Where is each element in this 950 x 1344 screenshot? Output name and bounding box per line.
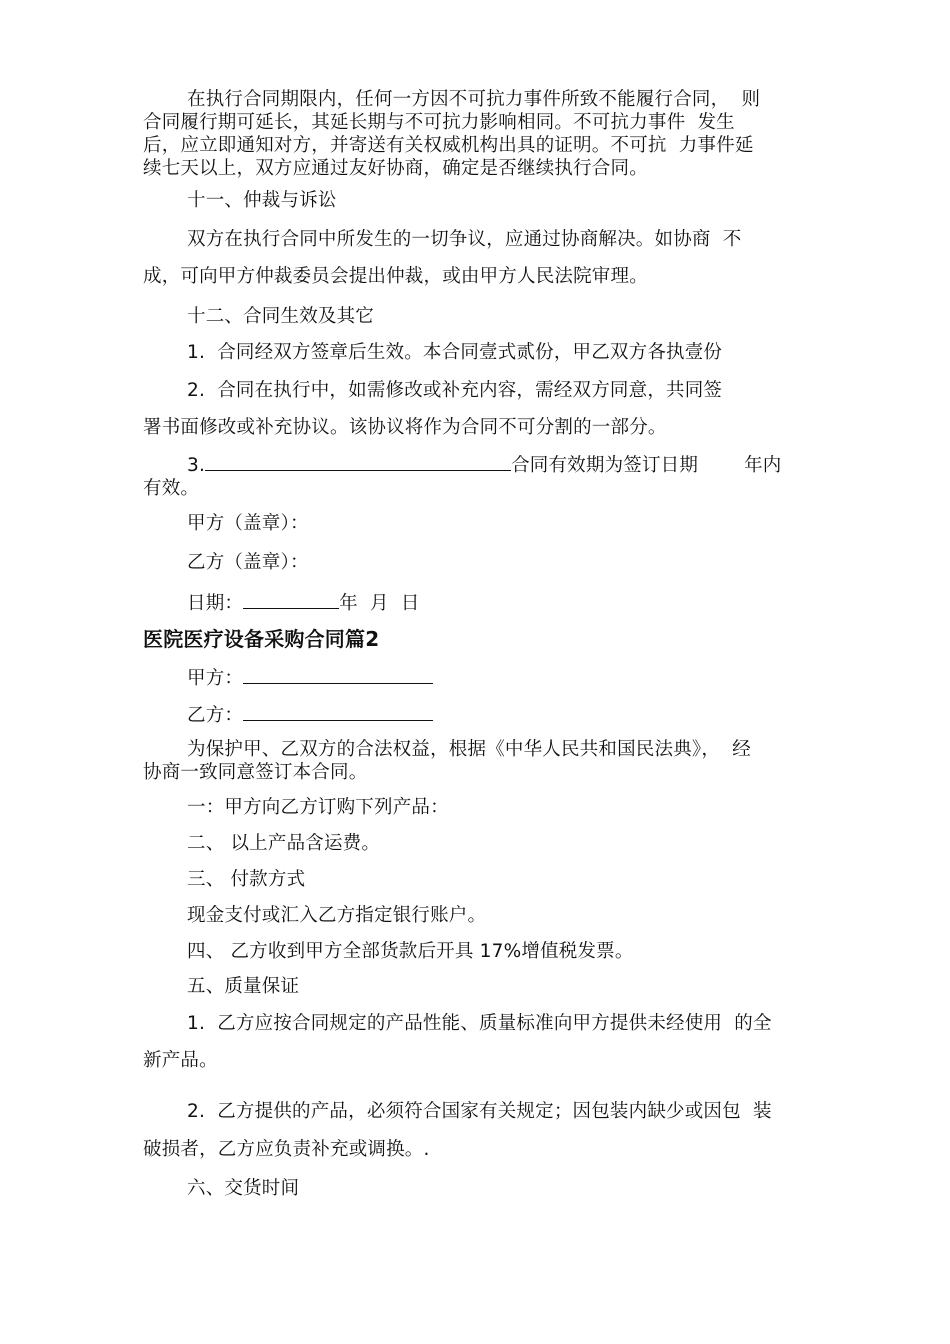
clause-3-title: 三、 付款方式 <box>187 869 306 890</box>
contract-2-party-a <box>187 665 433 691</box>
clause-5-item-2-line-1: 2. 乙方提供的产品，必须符合国家有关规定；因包装内缺少或因包 装 <box>187 1101 772 1122</box>
party-b-blank <box>243 702 433 721</box>
clause-5-item-2-line-2: 破损者，乙方应负责补充或调换。. <box>143 1139 430 1160</box>
force-majeure-line-2: 合同履行期可延长，其延长期与不可抗力影响相同。不可抗力事件 发生 <box>143 112 735 133</box>
party-a-label: 甲方： <box>187 668 244 689</box>
section-11-title: 十一、仲裁与诉讼 <box>187 190 337 211</box>
clause-3-body: 现金支付或汇入乙方指定银行账户。 <box>187 905 487 926</box>
clause-4: 四、 乙方收到甲方全部货款后开具 17%增值税发票。 <box>187 941 634 962</box>
clause-2: 二、 以上产品含运费。 <box>187 833 381 854</box>
date-label: 日期： <box>187 593 244 614</box>
section-12-title: 十二、合同生效及其它 <box>187 306 375 327</box>
section-12-item-2-line-2: 署书面修改或补充协议。该协议将作为合同不可分割的一部分。 <box>143 417 667 438</box>
date-blank <box>243 590 339 609</box>
section-12-item-3-line-2: 有效。 <box>143 478 200 499</box>
item-3-suffix: 年内 <box>744 455 782 476</box>
force-majeure-line-3: 后，应立即通知对方，并寄送有关权威机构出具的证明。不可抗 力事件延 <box>143 135 754 156</box>
clause-5-title: 五、质量保证 <box>187 976 300 997</box>
contract-2-party-b <box>187 702 433 728</box>
clause-5-item-1-line-2: 新产品。 <box>143 1050 218 1071</box>
section-12-item-2-line-1: 2. 合同在执行中，如需修改或补充内容，需经双方同意，共同签 <box>187 380 723 401</box>
clause-1: 一：甲方向乙方订购下列产品： <box>187 797 449 818</box>
item-3-middle: 合同有效期为签订日期 <box>511 455 699 476</box>
date-suffix: 年 月 日 <box>339 593 420 614</box>
clause-6-title: 六、交货时间 <box>187 1178 300 1199</box>
item-3-prefix: 3. <box>187 455 206 476</box>
contract-2-title: 医院医疗设备采购合同篇2 <box>143 627 380 651</box>
force-majeure-line-4: 续七天以上，双方应通过友好协商，确定是否继续执行合同。 <box>143 158 648 179</box>
contract-2-intro-line-1: 为保护甲、乙双方的合法权益，根据《中华人民共和国民法典》， 经 <box>187 739 751 760</box>
signature-date <box>187 590 420 616</box>
signature-party-b: 乙方（盖章）： <box>187 552 309 573</box>
contract-2-intro-line-2: 协商一致同意签订本合同。 <box>143 762 368 783</box>
section-12-item-3-line-1 <box>187 452 781 478</box>
party-a-blank <box>243 665 433 684</box>
section-12-item-1: 1. 合同经双方签章后生效。本合同壹式贰份，甲乙双方各执壹份 <box>187 342 723 363</box>
validity-blank <box>205 452 511 471</box>
signature-party-a: 甲方（盖章）： <box>187 513 309 534</box>
clause-5-item-1-line-1: 1. 乙方应按合同规定的产品性能、质量标准向甲方提供未经使用 的全 <box>187 1013 772 1034</box>
section-11-body-line-2: 成，可向甲方仲裁委员会提出仲裁，或由甲方人民法院审理。 <box>143 266 648 287</box>
party-b-label: 乙方： <box>187 705 244 726</box>
force-majeure-line-1: 在执行合同期限内，任何一方因不可抗力事件所致不能履行合同， 则 <box>187 89 761 110</box>
section-11-body-line-1: 双方在执行合同中所发生的一切争议，应通过协商解决。如协商 不 <box>187 229 742 250</box>
